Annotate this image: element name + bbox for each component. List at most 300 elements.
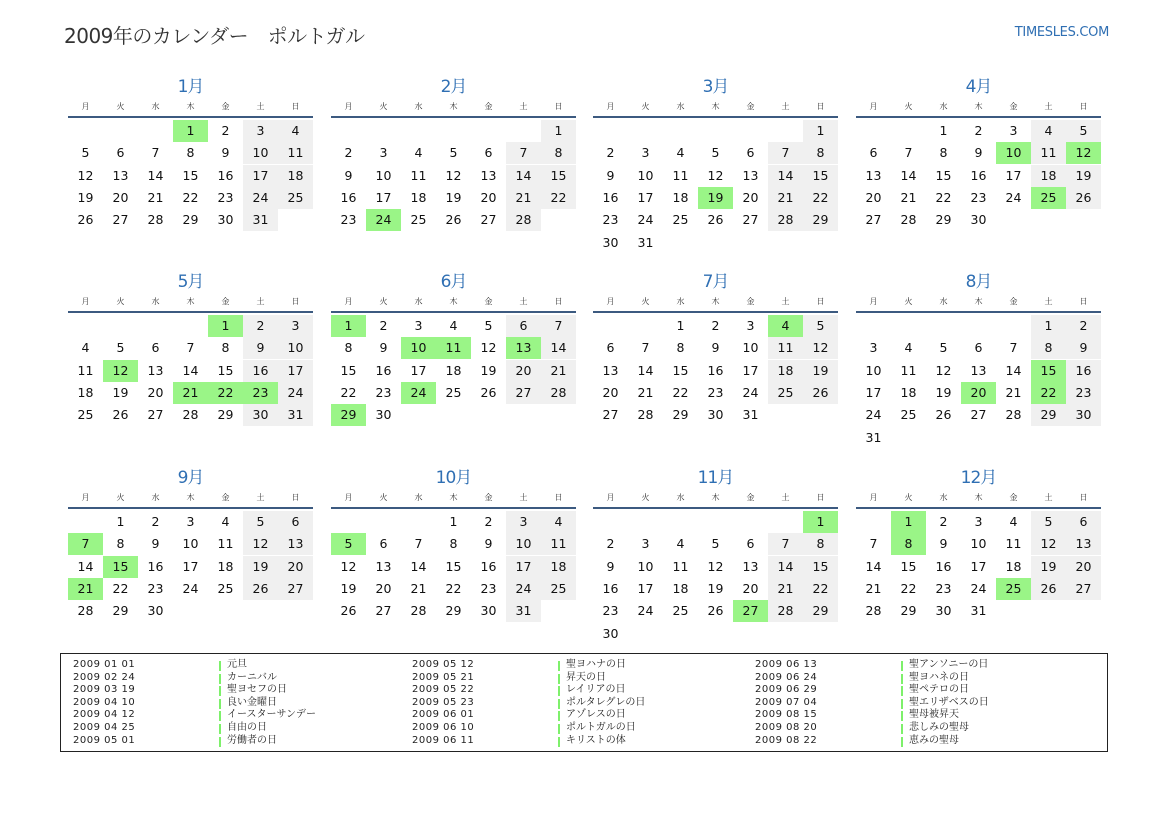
day-cell[interactable]: 13 [970,362,987,378]
day-cell[interactable]: 15 [445,558,462,574]
day-cell[interactable]: 23 [970,189,987,205]
day-cell[interactable]: 24 [637,212,654,228]
day-cell[interactable]: 25 [217,580,234,596]
day-cell[interactable]: 3 [414,318,423,333]
day-cell[interactable]: 11 [1031,142,1066,164]
day-cell[interactable]: 25 [900,407,917,423]
day-cell[interactable]: 11 [672,167,689,183]
day-cell[interactable]: 27 [742,212,759,228]
day-cell[interactable]: 22 [182,189,199,205]
holiday-day-cell[interactable]: 7 [68,533,103,555]
day-cell[interactable]: 11 [900,362,917,378]
day-cell[interactable]: 14 [541,337,576,359]
day-cell[interactable]: 30 [602,625,619,641]
holiday-day-cell[interactable]: 4 [768,315,803,337]
day-cell[interactable]: 2 [1066,315,1101,337]
day-cell[interactable]: 5 [939,340,948,356]
day-cell[interactable]: 21 [410,580,427,596]
day-cell[interactable]: 3 [746,318,755,333]
day-cell[interactable]: 19 [935,384,952,400]
holiday-day-cell[interactable]: 27 [733,600,768,622]
day-cell[interactable]: 31 [742,407,759,423]
day-cell[interactable]: 19 [340,580,357,596]
day-cell[interactable]: 17 [182,558,199,574]
day-cell[interactable]: 9 [344,167,353,183]
day-cell[interactable]: 14 [900,167,917,183]
day-cell[interactable]: 18 [672,189,689,205]
day-cell[interactable]: 6 [379,536,388,552]
day-cell[interactable]: 26 [707,212,724,228]
day-cell[interactable]: 20 [480,189,497,205]
holiday-day-cell[interactable]: 8 [891,533,926,555]
day-cell[interactable]: 9 [151,536,160,552]
day-cell[interactable]: 13 [480,167,497,183]
day-cell[interactable]: 19 [112,384,129,400]
day-cell[interactable]: 17 [637,580,654,596]
day-cell[interactable]: 7 [506,142,541,164]
day-cell[interactable]: 10 [742,340,759,356]
day-cell[interactable]: 13 [147,362,164,378]
day-cell[interactable]: 12 [1031,533,1066,555]
day-cell[interactable]: 17 [637,189,654,205]
day-cell[interactable]: 8 [344,340,353,356]
day-cell[interactable]: 19 [1031,556,1066,578]
day-cell[interactable]: 6 [116,145,125,161]
day-cell[interactable]: 24 [182,580,199,596]
day-cell[interactable]: 20 [742,580,759,596]
day-cell[interactable]: 14 [147,167,164,183]
day-cell[interactable]: 26 [1066,187,1101,209]
day-cell[interactable]: 17 [375,189,392,205]
day-cell[interactable]: 26 [803,382,838,404]
day-cell[interactable]: 7 [151,145,160,161]
day-cell[interactable]: 3 [869,340,878,356]
day-cell[interactable]: 10 [506,533,541,555]
day-cell[interactable]: 14 [637,362,654,378]
day-cell[interactable]: 23 [707,384,724,400]
day-cell[interactable]: 27 [147,407,164,423]
holiday-day-cell[interactable]: 25 [996,578,1031,600]
day-cell[interactable]: 20 [602,384,619,400]
day-cell[interactable]: 9 [606,558,615,574]
day-cell[interactable]: 13 [375,558,392,574]
day-cell[interactable]: 30 [602,234,619,250]
day-cell[interactable]: 15 [182,167,199,183]
day-cell[interactable]: 24 [742,384,759,400]
day-cell[interactable]: 9 [243,337,278,359]
day-cell[interactable]: 29 [672,407,689,423]
day-cell[interactable]: 16 [340,189,357,205]
day-cell[interactable]: 18 [672,580,689,596]
holiday-day-cell[interactable]: 21 [173,382,208,404]
day-cell[interactable]: 15 [217,362,234,378]
day-cell[interactable]: 7 [641,340,650,356]
day-cell[interactable]: 9 [379,340,388,356]
day-cell[interactable]: 27 [112,212,129,228]
day-cell[interactable]: 19 [445,189,462,205]
day-cell[interactable]: 16 [243,360,278,382]
day-cell[interactable]: 26 [707,603,724,619]
day-cell[interactable]: 21 [900,189,917,205]
day-cell[interactable]: 26 [112,407,129,423]
day-cell[interactable]: 18 [1031,165,1066,187]
day-cell[interactable]: 30 [707,407,724,423]
day-cell[interactable]: 18 [217,558,234,574]
day-cell[interactable]: 9 [484,536,493,552]
day-cell[interactable]: 10 [637,558,654,574]
day-cell[interactable]: 19 [77,189,94,205]
day-cell[interactable]: 22 [900,580,917,596]
day-cell[interactable]: 16 [375,362,392,378]
day-cell[interactable]: 28 [768,209,803,231]
day-cell[interactable]: 5 [116,340,125,356]
day-cell[interactable]: 14 [1005,362,1022,378]
day-cell[interactable]: 17 [865,384,882,400]
day-cell[interactable]: 3 [641,145,650,161]
day-cell[interactable]: 18 [1005,558,1022,574]
day-cell[interactable]: 2 [711,318,720,333]
day-cell[interactable]: 2 [243,315,278,337]
day-cell[interactable]: 23 [602,212,619,228]
day-cell[interactable]: 27 [602,407,619,423]
day-cell[interactable]: 21 [541,360,576,382]
holiday-day-cell[interactable]: 11 [436,337,471,359]
day-cell[interactable]: 1 [1031,315,1066,337]
day-cell[interactable]: 17 [506,556,541,578]
holiday-day-cell[interactable]: 24 [401,382,436,404]
day-cell[interactable]: 9 [711,340,720,356]
day-cell[interactable]: 18 [77,384,94,400]
day-cell[interactable]: 17 [278,360,313,382]
day-cell[interactable]: 29 [1031,404,1066,426]
day-cell[interactable]: 22 [112,580,129,596]
holiday-day-cell[interactable]: 23 [243,382,278,404]
day-cell[interactable]: 9 [974,145,983,161]
day-cell[interactable]: 6 [746,536,755,552]
day-cell[interactable]: 11 [278,142,313,164]
day-cell[interactable]: 21 [637,384,654,400]
day-cell[interactable]: 30 [147,603,164,619]
holiday-day-cell[interactable]: 21 [68,578,103,600]
day-cell[interactable]: 19 [243,556,278,578]
day-cell[interactable]: 8 [541,142,576,164]
day-cell[interactable]: 23 [147,580,164,596]
day-cell[interactable]: 3 [1009,123,1018,138]
day-cell[interactable]: 12 [77,167,94,183]
day-cell[interactable]: 29 [182,212,199,228]
day-cell[interactable]: 26 [935,407,952,423]
day-cell[interactable]: 28 [900,212,917,228]
day-cell[interactable]: 13 [1066,533,1101,555]
day-cell[interactable]: 6 [746,145,755,161]
day-cell[interactable]: 30 [480,603,497,619]
day-cell[interactable]: 4 [81,340,90,356]
day-cell[interactable]: 5 [243,511,278,533]
day-cell[interactable]: 5 [711,145,720,161]
day-cell[interactable]: 25 [410,212,427,228]
day-cell[interactable]: 6 [606,340,615,356]
day-cell[interactable]: 8 [1031,337,1066,359]
day-cell[interactable]: 12 [707,558,724,574]
day-cell[interactable]: 18 [541,556,576,578]
day-cell[interactable]: 14 [506,165,541,187]
day-cell[interactable]: 13 [278,533,313,555]
holiday-day-cell[interactable]: 1 [331,315,366,337]
day-cell[interactable]: 2 [344,145,353,161]
day-cell[interactable]: 8 [186,145,195,161]
day-cell[interactable]: 2 [221,123,230,138]
day-cell[interactable]: 4 [414,145,423,161]
holiday-day-cell[interactable]: 12 [1066,142,1101,164]
day-cell[interactable]: 23 [480,580,497,596]
day-cell[interactable]: 2 [379,318,388,333]
day-cell[interactable]: 6 [506,315,541,337]
day-cell[interactable]: 30 [935,603,952,619]
day-cell[interactable]: 6 [974,340,983,356]
day-cell[interactable]: 16 [935,558,952,574]
day-cell[interactable]: 30 [1066,404,1101,426]
day-cell[interactable]: 8 [939,145,948,161]
day-cell[interactable]: 11 [1005,536,1022,552]
holiday-day-cell[interactable]: 15 [1031,360,1066,382]
day-cell[interactable]: 24 [506,578,541,600]
day-cell[interactable]: 31 [506,600,541,622]
day-cell[interactable]: 20 [506,360,541,382]
day-cell[interactable]: 4 [541,511,576,533]
day-cell[interactable]: 5 [1031,511,1066,533]
day-cell[interactable]: 21 [768,187,803,209]
day-cell[interactable]: 4 [1009,514,1018,529]
day-cell[interactable]: 31 [865,429,882,445]
day-cell[interactable]: 15 [340,362,357,378]
day-cell[interactable]: 10 [243,142,278,164]
day-cell[interactable]: 17 [742,362,759,378]
day-cell[interactable]: 9 [939,536,948,552]
day-cell[interactable]: 14 [768,165,803,187]
day-cell[interactable]: 8 [221,340,230,356]
day-cell[interactable]: 28 [77,603,94,619]
day-cell[interactable]: 27 [278,578,313,600]
day-cell[interactable]: 7 [186,340,195,356]
day-cell[interactable]: 25 [445,384,462,400]
day-cell[interactable]: 6 [484,145,493,161]
day-cell[interactable]: 13 [742,558,759,574]
day-cell[interactable]: 22 [803,187,838,209]
day-cell[interactable]: 3 [974,514,983,529]
day-cell[interactable]: 26 [480,384,497,400]
day-cell[interactable]: 3 [506,511,541,533]
day-cell[interactable]: 22 [803,578,838,600]
holiday-day-cell[interactable]: 20 [961,382,996,404]
day-cell[interactable]: 25 [77,407,94,423]
day-cell[interactable]: 27 [506,382,541,404]
day-cell[interactable]: 7 [768,533,803,555]
day-cell[interactable]: 6 [151,340,160,356]
day-cell[interactable]: 29 [900,603,917,619]
day-cell[interactable]: 12 [340,558,357,574]
day-cell[interactable]: 10 [865,362,882,378]
day-cell[interactable]: 27 [480,212,497,228]
day-cell[interactable]: 9 [606,167,615,183]
day-cell[interactable]: 8 [676,340,685,356]
day-cell[interactable]: 8 [803,142,838,164]
day-cell[interactable]: 26 [445,212,462,228]
day-cell[interactable]: 26 [243,578,278,600]
holiday-day-cell[interactable]: 1 [173,120,208,142]
day-cell[interactable]: 20 [1066,556,1101,578]
day-cell[interactable]: 16 [217,167,234,183]
day-cell[interactable]: 20 [112,189,129,205]
day-cell[interactable]: 30 [217,212,234,228]
day-cell[interactable]: 31 [637,234,654,250]
day-cell[interactable]: 27 [970,407,987,423]
day-cell[interactable]: 2 [974,123,983,138]
day-cell[interactable]: 12 [935,362,952,378]
day-cell[interactable]: 10 [182,536,199,552]
day-cell[interactable]: 29 [112,603,129,619]
day-cell[interactable]: 25 [768,382,803,404]
day-cell[interactable]: 23 [375,384,392,400]
day-cell[interactable]: 25 [278,187,313,209]
day-cell[interactable]: 18 [278,165,313,187]
day-cell[interactable]: 3 [379,145,388,161]
day-cell[interactable]: 6 [1066,511,1101,533]
day-cell[interactable]: 18 [900,384,917,400]
day-cell[interactable]: 5 [803,315,838,337]
day-cell[interactable]: 26 [340,603,357,619]
day-cell[interactable]: 18 [768,360,803,382]
day-cell[interactable]: 7 [869,536,878,552]
day-cell[interactable]: 10 [970,536,987,552]
day-cell[interactable]: 16 [1066,360,1101,382]
day-cell[interactable]: 22 [445,580,462,596]
day-cell[interactable]: 12 [480,340,497,356]
day-cell[interactable]: 29 [803,209,838,231]
day-cell[interactable]: 3 [641,536,650,552]
day-cell[interactable]: 11 [217,536,234,552]
day-cell[interactable]: 10 [375,167,392,183]
day-cell[interactable]: 24 [970,580,987,596]
day-cell[interactable]: 14 [77,558,94,574]
day-cell[interactable]: 1 [803,120,838,142]
day-cell[interactable]: 23 [935,580,952,596]
day-cell[interactable]: 20 [278,556,313,578]
day-cell[interactable]: 7 [414,536,423,552]
day-cell[interactable]: 5 [484,318,493,333]
day-cell[interactable]: 25 [672,212,689,228]
day-cell[interactable]: 18 [410,189,427,205]
day-cell[interactable]: 12 [707,167,724,183]
day-cell[interactable]: 11 [410,167,427,183]
day-cell[interactable]: 7 [1009,340,1018,356]
holiday-day-cell[interactable]: 25 [1031,187,1066,209]
day-cell[interactable]: 25 [672,603,689,619]
holiday-day-cell[interactable]: 29 [331,404,366,426]
day-cell[interactable]: 25 [541,578,576,600]
day-cell[interactable]: 20 [865,189,882,205]
holiday-day-cell[interactable]: 22 [208,382,243,404]
day-cell[interactable]: 31 [278,404,313,426]
holiday-day-cell[interactable]: 5 [331,533,366,555]
site-link[interactable]: TIMESLES.COM [1014,25,1109,40]
day-cell[interactable]: 26 [1031,578,1066,600]
day-cell[interactable]: 28 [768,600,803,622]
day-cell[interactable]: 10 [637,167,654,183]
day-cell[interactable]: 24 [1005,189,1022,205]
day-cell[interactable]: 14 [410,558,427,574]
day-cell[interactable]: 29 [217,407,234,423]
day-cell[interactable]: 7 [541,315,576,337]
day-cell[interactable]: 4 [904,340,913,356]
day-cell[interactable]: 18 [445,362,462,378]
day-cell[interactable]: 4 [676,145,685,161]
day-cell[interactable]: 20 [742,189,759,205]
day-cell[interactable]: 14 [768,556,803,578]
day-cell[interactable]: 12 [445,167,462,183]
day-cell[interactable]: 21 [865,580,882,596]
holiday-day-cell[interactable]: 24 [366,209,401,231]
day-cell[interactable]: 17 [970,558,987,574]
day-cell[interactable]: 28 [637,407,654,423]
holiday-day-cell[interactable]: 12 [103,360,138,382]
day-cell[interactable]: 27 [865,212,882,228]
day-cell[interactable]: 19 [707,580,724,596]
day-cell[interactable]: 22 [935,189,952,205]
holiday-day-cell[interactable]: 1 [803,511,838,533]
day-cell[interactable]: 11 [672,558,689,574]
day-cell[interactable]: 31 [970,603,987,619]
day-cell[interactable]: 24 [637,603,654,619]
day-cell[interactable]: 20 [375,580,392,596]
day-cell[interactable]: 28 [1005,407,1022,423]
day-cell[interactable]: 16 [602,580,619,596]
day-cell[interactable]: 8 [449,536,458,552]
day-cell[interactable]: 23 [340,212,357,228]
day-cell[interactable]: 8 [803,533,838,555]
day-cell[interactable]: 5 [1066,120,1101,142]
day-cell[interactable]: 21 [147,189,164,205]
day-cell[interactable]: 21 [1005,384,1022,400]
day-cell[interactable]: 8 [116,536,125,552]
day-cell[interactable]: 7 [768,142,803,164]
day-cell[interactable]: 9 [221,145,230,161]
day-cell[interactable]: 15 [900,558,917,574]
day-cell[interactable]: 16 [602,189,619,205]
day-cell[interactable]: 27 [375,603,392,619]
day-cell[interactable]: 1 [541,120,576,142]
day-cell[interactable]: 11 [77,362,94,378]
day-cell[interactable]: 29 [935,212,952,228]
holiday-day-cell[interactable]: 22 [1031,382,1066,404]
day-cell[interactable]: 13 [742,167,759,183]
day-cell[interactable]: 20 [147,384,164,400]
day-cell[interactable]: 6 [869,145,878,161]
day-cell[interactable]: 17 [410,362,427,378]
day-cell[interactable]: 2 [484,514,493,529]
day-cell[interactable]: 15 [541,165,576,187]
day-cell[interactable]: 3 [186,514,195,529]
day-cell[interactable]: 13 [602,362,619,378]
day-cell[interactable]: 3 [243,120,278,142]
day-cell[interactable]: 1 [939,123,948,138]
day-cell[interactable]: 15 [935,167,952,183]
day-cell[interactable]: 5 [449,145,458,161]
day-cell[interactable]: 27 [1066,578,1101,600]
day-cell[interactable]: 19 [1066,165,1101,187]
day-cell[interactable]: 24 [243,187,278,209]
day-cell[interactable]: 11 [541,533,576,555]
day-cell[interactable]: 28 [506,209,541,231]
